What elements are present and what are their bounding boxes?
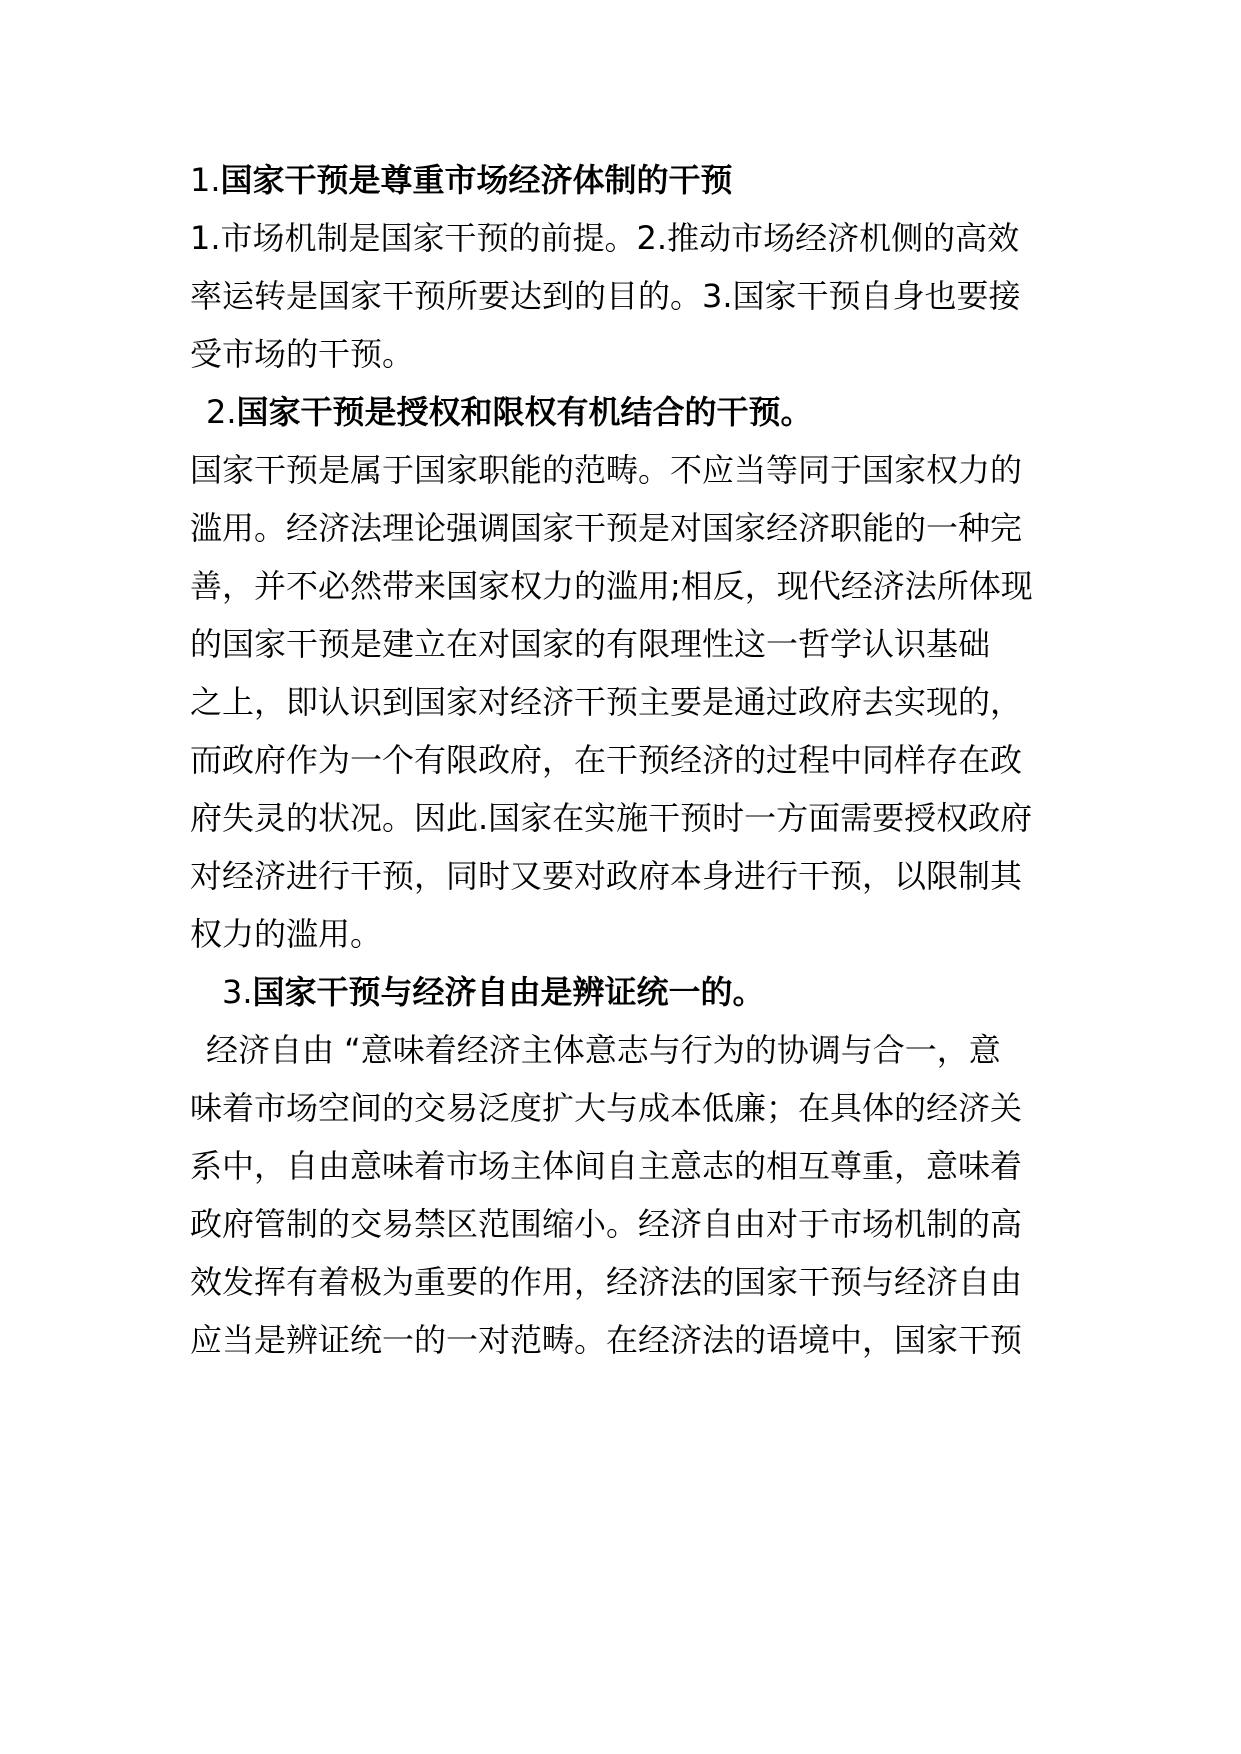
paragraph-1-line-2: 率运转是国家干预所要达到的目的。3.国家干预自身也要接 xyxy=(190,277,1021,315)
heading-3-number: 3. xyxy=(222,973,253,1011)
heading-3 xyxy=(222,972,765,1012)
paragraph-2-line-6: 而政府作为一个有限政府，在干预经济的过程中同样存在政 xyxy=(190,741,1023,779)
paragraph-3-line-5: 效发挥有着极为重要的作用，经济法的国家干预与经济自由 xyxy=(190,1263,1023,1301)
heading-2-number: 2. xyxy=(206,393,237,431)
paragraph-2-line-5: 之上，即认识到国家对经济干预主要是通过政府去实现的， xyxy=(190,683,1023,721)
paragraph-3-line-4: 政府管制的交易禁区范围缩小。经济自由对于市场机制的高 xyxy=(190,1205,1023,1243)
paragraph-1-line-3: 受市场的干预。 xyxy=(190,335,415,373)
heading-2 xyxy=(206,392,813,432)
heading-1-text: 国家干预是尊重市场经济体制的干预 xyxy=(220,161,733,199)
paragraph-2-line-9: 权力的滥用。 xyxy=(190,915,383,953)
paragraph-2-line-3: 善，并不必然带来国家权力的滥用;相反，现代经济法所体现 xyxy=(190,567,1033,605)
heading-3-text: 国家干预与经济自由是辨证统一的。 xyxy=(252,973,765,1011)
paragraph-2-line-8: 对经济进行干预，同时又要对政府本身进行干预，以限制其 xyxy=(190,857,1023,895)
paragraph-3-line-6: 应当是辨证统一的一对范畴。在经济法的语境中，国家干预 xyxy=(190,1321,1023,1359)
paragraph-3-line-1: 经济自由 “意味着经济主体意志与行为的协调与合一，意 xyxy=(206,1031,1001,1069)
paragraph-3-line-2: 味着市场空间的交易泛度扩大与成本低廉；在具体的经济关 xyxy=(190,1089,1023,1127)
heading-1 xyxy=(190,160,733,200)
paragraph-2-line-7: 府失灵的状况。因此.国家在实施干预时一方面需要授权政府 xyxy=(190,799,1033,837)
paragraph-1-line-1: 1.市场机制是国家干预的前提。2.推动市场经济机侧的高效 xyxy=(190,219,1020,257)
paragraph-3-line-3: 系中，自由意味着市场主体间自主意志的相互尊重，意味着 xyxy=(190,1147,1023,1185)
paragraph-2-line-2: 滥用。经济法理论强调国家干预是对国家经济职能的一种完 xyxy=(190,509,1023,547)
paragraph-2-line-1: 国家干预是属于国家职能的范畴。不应当等同于国家权力的 xyxy=(190,451,1023,489)
paragraph-2-line-4: 的国家干预是建立在对国家的有限理性这一哲学认识基础 xyxy=(190,625,991,663)
heading-1-number: 1. xyxy=(190,161,221,199)
heading-2-text: 国家干预是授权和限权有机结合的干预。 xyxy=(236,393,813,431)
